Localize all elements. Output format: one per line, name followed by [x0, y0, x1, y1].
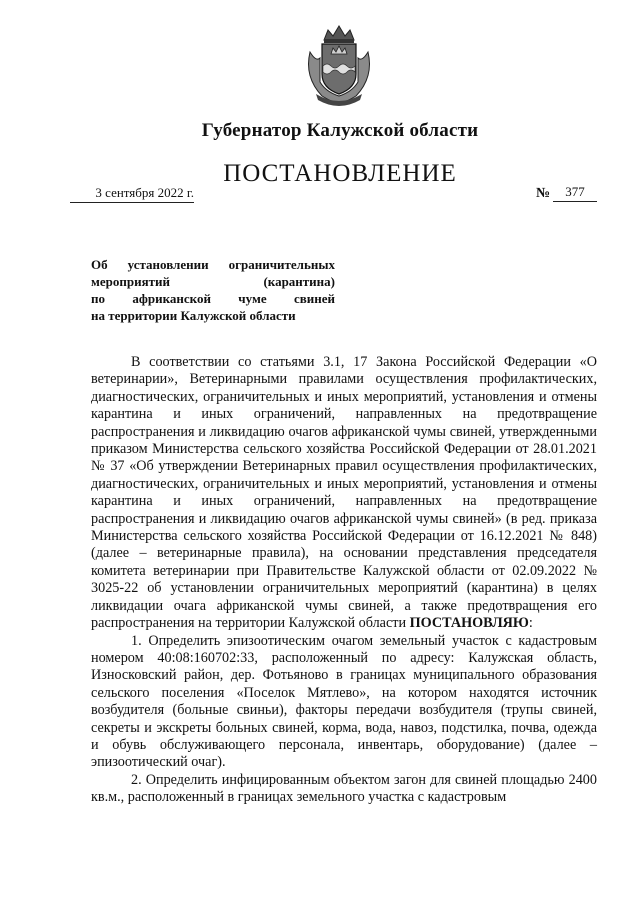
preamble-paragraph — [91, 354, 597, 633]
heading-line: Об установлении ограничительных — [91, 257, 335, 272]
document-heading — [91, 256, 335, 324]
clause-1: 1. Определить эпизоотическим очагом земельный участок с кадастровым номером 40:08:160702:33, расположенный по адресу: Калужская область, Износковский район, дер. Фотьяново в границах муниципального образования сельского поселения «Поселок Мятлево», на котором находятся источник возбудителя (больные свиньи), факторы передачи возбудителя (трупы свиней, секреты и экскреты больных свиней, корма, вода, навоз, подстилка, почва, одежда и обувь обслуживающего персонала, инвентарь, оборудование) (далее – эпизоотический очаг). — [91, 632, 597, 771]
preamble-text: В соответствии со статьями 3.1, 17 Закона Российской Федерации «О ветеринарии», Ветеринарными правилами осуществления профилактических, диагностических, ограничительных и иных мероприятий, установления и отмены карантина и иных ограничений, направленных на предотвращение распространения и ликвидацию очагов африканской чумы свиней, утвержденными приказом Министерства сельского хозяйства Российской Федерации от 28.01.2021 № 37 «Об утверждении Ветеринарных правил осуществления профилактических, диагностических, ограничительных и иных мероприятий, установления и отмены карантина и иных ограничений, направленных на предотвращение распространения и ликвидацию очагов африканской чумы свиней» (в ред. приказа Министерства сельского хозяйства Российской Федерации от 16.12.2021 № 848) (далее – ветеринарные правила), на основании представления председателя комитета ветеринарии при Правительстве Калужской области от 02.09.2022 № 3025-22 об установлении ограничительных мероприятий (карантина) в целях ликвидации очага африканской чумы свиней, а также предотвращения его распространения на территории Калужской области — [91, 354, 597, 632]
kaluga-coat-of-arms-icon — [302, 22, 376, 106]
document-number: 377 — [553, 184, 597, 202]
heading-line: на территории Калужской области — [91, 308, 296, 323]
heading-line: мероприятий (карантина) — [91, 274, 335, 289]
document-date: 3 сентября 2022 г. — [70, 185, 194, 203]
document-type-title: ПОСТАНОВЛЕНИЕ — [223, 160, 457, 187]
decree-colon: : — [528, 615, 533, 632]
issuing-authority: Губернатор Калужской области — [201, 120, 479, 141]
number-sign: № — [536, 186, 551, 201]
clause-2: 2. Определить инфицированным объектом загон для свиней площадью 2400 кв.м., расположенный в границах земельного участка с кадастровым — [91, 771, 597, 806]
decree-word: ПОСТАНОВЛЯЮ — [409, 615, 529, 632]
heading-line: по африканской чуме свиней — [91, 291, 335, 306]
document-body — [91, 354, 597, 807]
